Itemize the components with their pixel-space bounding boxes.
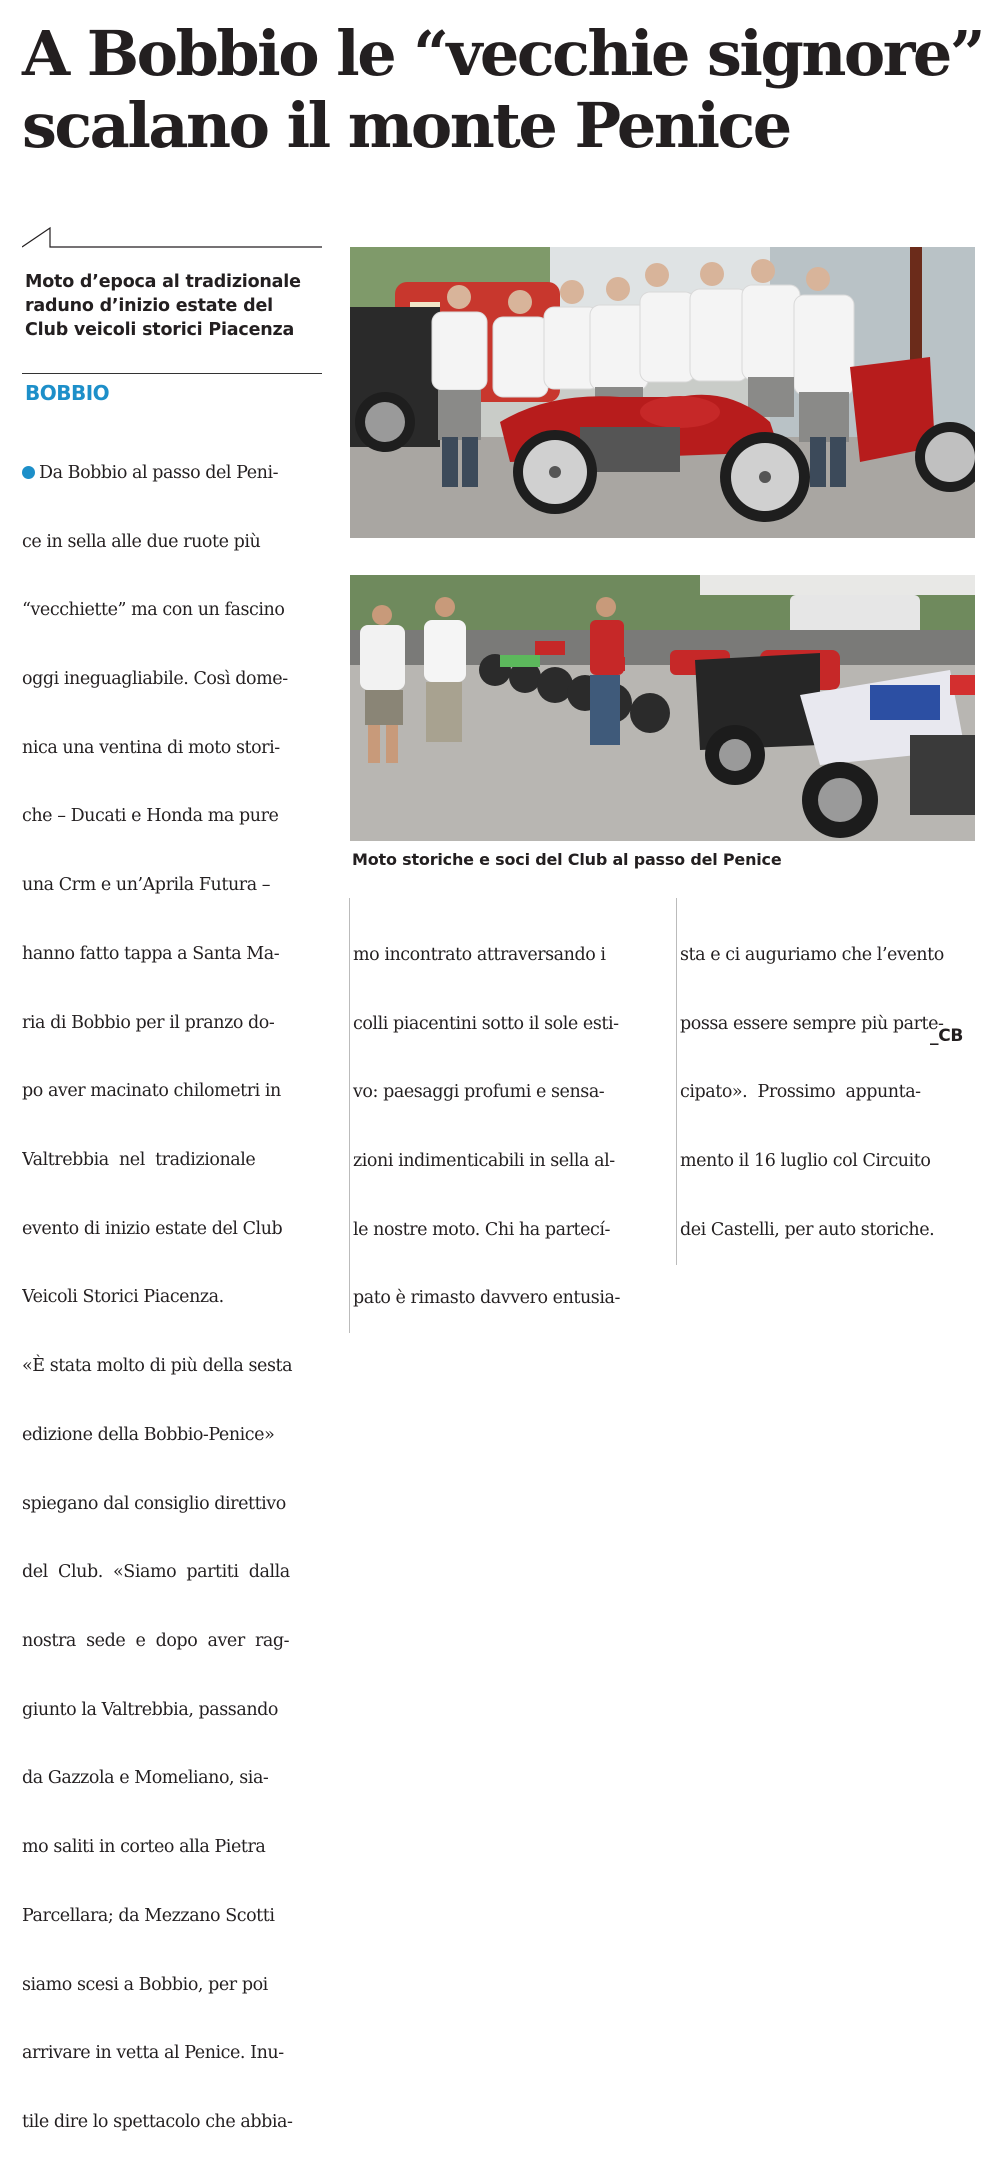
body-line: Valtrebbia nel tradizionale xyxy=(22,1150,256,1170)
body-line: da Gazzola e Momeliano, sia- xyxy=(22,1768,269,1789)
body-line: sta e ci auguriamo che l’evento xyxy=(680,944,944,965)
body-line: cipato». Prossimo appunta- xyxy=(680,1082,921,1103)
dateline: BOBBIO xyxy=(25,381,110,405)
body-line: ce in sella alle due ruote più xyxy=(22,531,261,552)
parked-motorcycles-photo xyxy=(350,575,975,841)
body-line: oggi ineguagliabile. Così dome- xyxy=(22,668,288,689)
subheadline-line: Club veicoli storici Piacenza xyxy=(25,320,295,340)
body-line: ria di Bobbio per il pranzo do- xyxy=(22,1012,275,1033)
body-line: Veicoli Storici Piacenza. xyxy=(22,1287,224,1308)
body-line: nica una ventina di moto stori- xyxy=(22,737,280,758)
headline-line-1: A Bobbio le “vecchie signore” xyxy=(22,17,984,90)
body-line: siamo scesi a Bobbio, per poi xyxy=(22,1974,268,1995)
subheadline-line: Moto d’epoca al tradizionale xyxy=(25,272,301,292)
body-line: arrivare in vetta al Penice. Inu- xyxy=(22,2043,284,2064)
body-line: le nostre moto. Chi ha partecí- xyxy=(353,1219,610,1240)
section-divider xyxy=(22,373,322,374)
body-line: mento il 16 luglio col Circuito xyxy=(680,1150,931,1171)
subheadline xyxy=(25,270,325,342)
body-line: Da Bobbio al passo del Peni- xyxy=(22,462,324,485)
headline-line-2: scalano il monte Penice xyxy=(22,89,790,162)
photo-caption: Moto storiche e soci del Club al passo del Penice xyxy=(352,850,782,869)
body-line: zioni indimenticabili in sella al- xyxy=(353,1150,615,1171)
body-line: evento di inizio estate del Club xyxy=(22,1218,283,1239)
club-members-photo xyxy=(350,247,975,538)
body-line: «È stata molto di più della sesta xyxy=(22,1356,293,1377)
body-line: mo saliti in corteo alla Pietra xyxy=(22,1837,266,1858)
body-line: hanno fatto tappa a Santa Ma- xyxy=(22,943,280,964)
bullet-dot-icon xyxy=(22,466,35,479)
body-line: pato è rimasto davvero entusia- xyxy=(353,1288,620,1309)
body-line: che – Ducati e Honda ma pure xyxy=(22,806,279,827)
body-line: vo: paesaggi profumi e sensa- xyxy=(353,1082,605,1103)
body-line: dei Castelli, per auto storiche. xyxy=(680,1219,935,1240)
headline xyxy=(22,18,992,162)
body-line: una Crm e un’Aprila Futura – xyxy=(22,875,271,896)
body-line: mo incontrato attraversando i xyxy=(353,944,606,965)
body-line: possa essere sempre più parte- xyxy=(680,1013,944,1034)
body-line: nostra sede e dopo aver rag- xyxy=(22,1631,290,1652)
body-line: “vecchiette” ma con un fascino xyxy=(22,600,285,621)
decorative-rule-icon xyxy=(22,225,324,251)
article-column-3 xyxy=(676,898,982,1265)
body-line: po aver macinato chilometri in xyxy=(22,1081,281,1102)
body-line: colli piacentini sotto il sole esti- xyxy=(353,1013,619,1034)
article-column-2 xyxy=(349,898,655,1333)
body-line: Parcellara; da Mezzano Scotti xyxy=(22,1905,275,1926)
body-line: tile dire lo spettacolo che abbia- xyxy=(22,2112,293,2133)
body-line: del Club. «Siamo partiti dalla xyxy=(22,1562,290,1583)
body-line: giunto la Valtrebbia, passando xyxy=(22,1699,278,1720)
article-column-1 xyxy=(22,416,324,2157)
body-line: spiegano dal consiglio direttivo xyxy=(22,1493,286,1514)
body-line: edizione della Bobbio-Penice» xyxy=(22,1424,275,1445)
subheadline-line: raduno d’inizio estate del xyxy=(25,296,273,316)
author-byline: _CB xyxy=(930,1026,964,1046)
